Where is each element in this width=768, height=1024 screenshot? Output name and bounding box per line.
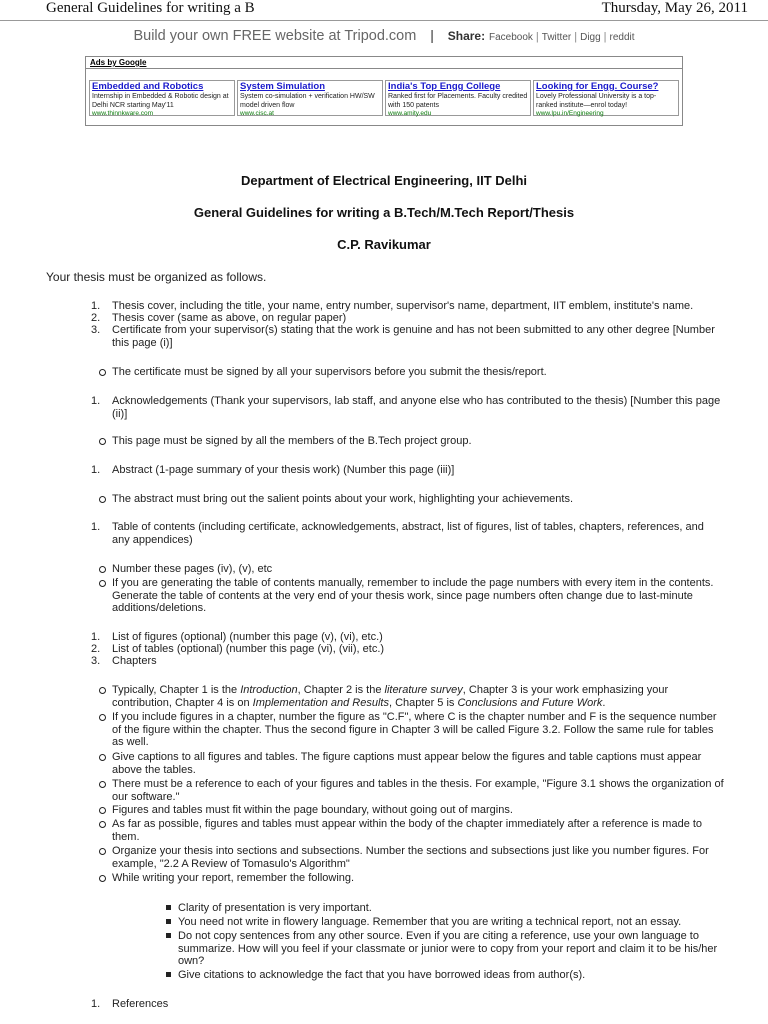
list-item: Thesis cover, including the title, your name, entry number, supervisor's name, department, IIT emblem, institute's name. bbox=[112, 300, 694, 312]
ad-title[interactable]: Embedded and Robotics bbox=[92, 81, 204, 92]
list-item: List of figures (optional) (number this page (v), (vi), etc.) bbox=[112, 631, 383, 643]
list-number: 3. bbox=[91, 324, 101, 336]
page-header bbox=[0, 0, 768, 21]
ad-desc: System co-simulation + verification HW/SW model driven flow bbox=[240, 93, 375, 109]
list-number: 1. bbox=[91, 631, 101, 643]
ad-item[interactable] bbox=[237, 80, 383, 116]
list-item: List of tables (optional) (number this page (vi), (vii), etc.) bbox=[112, 643, 385, 655]
bullet-item: As far as possible, figures and tables must appear within the body of the chapter immediately after a reference is made to them. bbox=[112, 818, 703, 843]
share-twitter-link[interactable]: Twitter bbox=[541, 32, 572, 43]
bullet-item: Organize your thesis into sections and subsections. Number the sections and subsections just like you number figures. For example, "2.2 A Review of Tomasulo's Algorithm" bbox=[112, 845, 709, 870]
bullet-icon bbox=[99, 754, 106, 761]
square-bullet-icon bbox=[166, 933, 171, 938]
list-item: Abstract (1-page summary of your thesis work) (Number this page (iii)] bbox=[112, 464, 455, 476]
header-title: General Guidelines for writing a B bbox=[46, 0, 255, 16]
bullet-icon bbox=[99, 821, 106, 828]
bullet-icon bbox=[99, 848, 106, 855]
bullet-icon bbox=[99, 714, 106, 721]
bullet-item: While writing your report, remember the following. bbox=[112, 872, 355, 884]
list-item: Thesis cover (same as above, on regular paper) bbox=[112, 312, 347, 324]
bullet-item: There must be a reference to each of your figures and tables in the thesis. For example, "Figure 3.1 shows the organization of our software." bbox=[112, 778, 724, 803]
list-item: Acknowledgements (Thank your supervisors, lab staff, and anyone else who has contributed to the thesis) [Number this page (ii)] bbox=[112, 395, 721, 420]
square-bullet-icon bbox=[166, 972, 171, 977]
bullet-item: If you include figures in a chapter, number the figure as "C.F", where C is the chapter number and F is the sequence number of the figure within the chapter. Thus the second figure in Chapter 3 will be called Figure 3.2. Follow the same rule for tables as well. bbox=[112, 711, 717, 748]
list-number: 1. bbox=[91, 521, 101, 533]
list-number: 3. bbox=[91, 655, 101, 667]
list-item: Certificate from your supervisor(s) stating that the work is genuine and has not been submitted to any other degree [Number this page (i)] bbox=[112, 324, 715, 349]
bullet-icon bbox=[99, 781, 106, 788]
share-facebook-link[interactable]: Facebook bbox=[489, 32, 533, 43]
list-item: References bbox=[112, 998, 169, 1010]
share-label: Share: bbox=[447, 29, 486, 43]
square-bullet-icon bbox=[166, 905, 171, 910]
bullet-item: Give captions to all figures and tables. The figure captions must appear below the figures and table captions must appear above the tables. bbox=[112, 751, 702, 776]
header-date: Thursday, May 26, 2011 bbox=[601, 0, 748, 16]
sub-bullet-item: Give citations to acknowledge the fact that you have borrowed ideas from author(s). bbox=[178, 969, 586, 981]
tripod-build-link[interactable]: Build your own FREE website at Tripod.com bbox=[133, 28, 417, 44]
ad-url[interactable]: www.thinnkware.com bbox=[92, 110, 154, 117]
bullet-icon bbox=[99, 580, 106, 587]
bullet-icon bbox=[99, 496, 106, 503]
bullet-icon bbox=[99, 807, 106, 814]
list-number: 1. bbox=[91, 300, 101, 312]
bullet-icon bbox=[99, 566, 106, 573]
ad-url[interactable]: www.cisc.at bbox=[240, 110, 274, 117]
ad-desc: Internship in Embedded & Robotic design at Delhi NCR starting May'11 bbox=[92, 93, 229, 109]
ad-title[interactable]: India's Top Engg College bbox=[388, 81, 501, 92]
list-number: 2. bbox=[91, 312, 101, 324]
bullet-item: Figures and tables must fit within the page boundary, without going out of margins. bbox=[112, 804, 513, 816]
ad-url[interactable]: www.lpu.in/Engineering bbox=[536, 110, 604, 117]
bullet-item: If you are generating the table of contents manually, remember to include the page numbers with every item in the contents. Generate the table of contents at the very end of your thesis work, since page numbers often change due to last-minute additions/deletions. bbox=[112, 577, 714, 614]
bullet-icon bbox=[99, 687, 106, 694]
ad-item[interactable] bbox=[533, 80, 679, 116]
ad-item[interactable] bbox=[89, 80, 235, 116]
list-number: 1. bbox=[91, 998, 101, 1010]
bullet-item: The certificate must be signed by all your supervisors before you submit the thesis/report. bbox=[112, 366, 547, 378]
ad-desc: Lovely Professional University is a top-ranked institute—enrol today! bbox=[536, 93, 657, 109]
ad-item[interactable] bbox=[385, 80, 531, 116]
list-number: 1. bbox=[91, 395, 101, 407]
ads-by-google-link[interactable]: Ads by Google bbox=[90, 58, 147, 67]
department-heading: Department of Electrical Engineering, IIT Delhi bbox=[240, 173, 528, 188]
sub-bullet-item: Do not copy sentences from any other source. Even if you are citing a reference, use your own language to summarize. How will you feel if your classmate or junior were to copy from your report and claim it to be his/her own? bbox=[178, 930, 718, 967]
ad-title[interactable]: Looking for Engg. Course? bbox=[536, 81, 659, 92]
tripod-banner: Build your own FREE website at Tripod.com | Share: Facebook | Twitter | Digg | reddit bbox=[133, 27, 635, 44]
bullet-icon bbox=[99, 438, 106, 445]
bullet-icon bbox=[99, 875, 106, 882]
square-bullet-icon bbox=[166, 919, 171, 924]
ad-url[interactable]: www.amity.edu bbox=[388, 110, 432, 117]
list-number: 1. bbox=[91, 464, 101, 476]
share-reddit-link[interactable]: reddit bbox=[609, 32, 635, 43]
list-number: 2. bbox=[91, 643, 101, 655]
bullet-item: This page must be signed by all the members of the B.Tech project group. bbox=[112, 435, 472, 447]
share-digg-link[interactable]: Digg bbox=[580, 32, 601, 43]
sub-bullet-item: Clarity of presentation is very important. bbox=[178, 902, 372, 914]
divider: | bbox=[430, 27, 434, 43]
author-name: C.P. Ravikumar bbox=[337, 237, 431, 252]
bullet-icon bbox=[99, 369, 106, 376]
list-item: Table of contents (including certificate, acknowledgements, abstract, list of figures, list of tables, chapters, references, and any appendices) bbox=[112, 521, 704, 546]
ad-desc: Ranked first for Placements. Faculty credited with 150 patents bbox=[388, 93, 528, 109]
sub-bullet-item: You need not write in flowery language. Remember that you are writing a technical report, not an essay. bbox=[178, 916, 682, 928]
list-item: Chapters bbox=[112, 655, 157, 667]
bullet-item: Typically, Chapter 1 is the Introduction, Chapter 2 is the literature survey, Chapter 3 is your work emphasizing your contribution, Chapter 4 is on Implementation and Results, Chapter 5 is Conclusions and Future Work. bbox=[112, 684, 669, 709]
ads-box bbox=[85, 56, 683, 126]
intro-text: Your thesis must be organized as follows. bbox=[46, 270, 267, 284]
document-title: General Guidelines for writing a B.Tech/M.Tech Report/Thesis bbox=[193, 205, 575, 220]
bullet-item: Number these pages (iv), (v), etc bbox=[112, 563, 273, 575]
ad-title[interactable]: System Simulation bbox=[240, 81, 325, 92]
bullet-item: The abstract must bring out the salient points about your work, highlighting your achievements. bbox=[112, 493, 574, 505]
